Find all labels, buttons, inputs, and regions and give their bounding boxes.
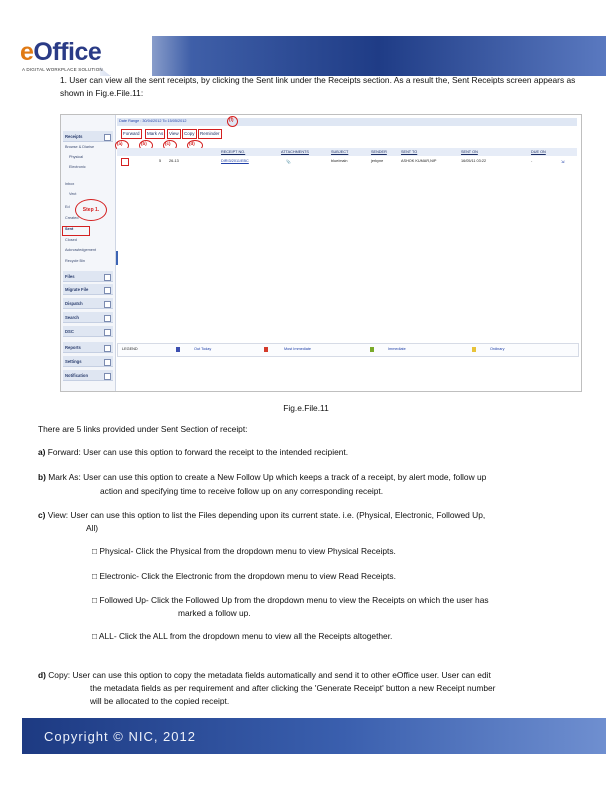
sidebar-section: Files <box>63 271 113 282</box>
sidebar-section: Notification <box>63 370 113 381</box>
legend-label: Ordinary <box>490 347 505 351</box>
sidebar-receipts: Receipts <box>63 131 113 142</box>
step-1-annotation: Step 1. <box>75 199 107 221</box>
legend-swatch-yellow <box>472 347 476 352</box>
marker-f: (f) <box>229 117 234 122</box>
row-checkbox <box>121 158 129 166</box>
row-sender: jerkyne <box>371 159 384 163</box>
sidebar-item: Inbox <box>65 182 75 186</box>
list-item-c: c) View: User can use this option to list the Files depending upon its current state. i.e. (Physical, Electronic, Followed Up, <box>38 510 486 520</box>
row-file-no: 26-13 <box>169 159 179 163</box>
row-sent-on: 16/05/11 03:22 <box>461 159 487 163</box>
row-receipt-no: DIRI3/2011/EBC <box>221 159 249 163</box>
expand-icon <box>104 329 111 336</box>
marker-d: (d) <box>189 141 195 146</box>
attachment-icon: 📎 <box>286 160 291 164</box>
sent-receipts-screenshot <box>60 114 582 392</box>
copyright-text: Copyright © NIC, 2012 <box>44 729 196 744</box>
sidebar-section: Reports <box>63 342 113 353</box>
expand-icon <box>104 274 111 281</box>
column-header: SENDER <box>371 150 387 154</box>
expand-icon <box>104 287 111 294</box>
expand-icon <box>104 359 111 366</box>
legend-swatch-red <box>264 347 268 352</box>
sidebar-item: Vect <box>69 192 77 196</box>
intro-paragraph: 1. User can view all the sent receipts, by clicking the Sent link under the Receipts section. As a result the, Sent Receipts screen appears as shown in Fig.e.File.11: <box>60 75 576 98</box>
view-option-followed-up: □ Followed Up- Click the Followed Up from the dropdown menu to view the Receipts on which the user has <box>92 595 489 605</box>
sidebar-item-sent: Sent <box>65 227 74 231</box>
row-sent-to: ASHOK KUMAR,NIP <box>401 159 437 163</box>
column-header: SENT ON <box>461 150 478 154</box>
mark-as-button: Mark As <box>145 129 165 139</box>
legend-label: Out Today <box>194 347 212 351</box>
list-item-b: b) Mark As: User can use this option to create a New Follow Up which keeps a track of a receipt, by alert mode, follow up <box>38 472 487 482</box>
sidebar-item: Electronic <box>69 165 86 169</box>
legend-title: LEGEND <box>122 347 138 351</box>
view-button: View <box>167 129 181 139</box>
expand-icon <box>104 301 111 308</box>
sidebar <box>61 115 116 391</box>
row-subject: blue/main <box>331 159 348 163</box>
marker-a: (a) <box>117 141 123 146</box>
expand-icon <box>104 315 111 322</box>
date-range-text: Date Range : 30/04/2012 To 15/05/2012 <box>119 119 187 123</box>
expand-icon <box>104 345 111 352</box>
list-item-a: a) Forward: User can use this option to forward the receipt to the intended recipient. <box>38 447 349 457</box>
collapse-icon <box>104 134 111 141</box>
legend-swatch-blue <box>176 347 180 352</box>
sidebar-section: DSC <box>63 326 113 337</box>
marker-c: (c) <box>165 141 171 146</box>
legend-label: Most Immediate <box>284 347 312 351</box>
legend-bar <box>117 343 579 357</box>
row-number: 5 <box>159 159 162 163</box>
action-icon: ⇲ <box>561 160 565 164</box>
view-option-all: □ ALL- Click the ALL from the dropdown menu to view all the Receipts altogether. <box>92 631 393 641</box>
column-header: DUE ON <box>531 150 546 154</box>
sidebar-section: Dispatch <box>63 298 113 309</box>
sidebar-item: Closed <box>65 238 77 242</box>
sidebar-section: Search <box>63 312 113 323</box>
splitter-handle <box>116 251 118 265</box>
copy-button: Copy <box>182 129 197 139</box>
column-header: SENT TO <box>401 150 418 154</box>
reminder-button: Reminder <box>198 129 222 139</box>
sidebar-item: Acknowledgement <box>65 248 97 252</box>
sidebar-item: Recycle Bin <box>65 259 86 263</box>
eoffice-logo: eOffice <box>20 38 102 66</box>
sidebar-item: Physical <box>69 155 84 159</box>
sidebar-item: Browse & Diarise <box>65 145 95 149</box>
view-option-physical: □ Physical- Click the Physical from the dropdown menu to view Physical Receipts. <box>92 546 396 556</box>
row-due-on: - <box>531 159 533 163</box>
list-item-b-cont: action and specifying time to receive follow up on any corresponding receipt. <box>100 486 384 496</box>
sidebar-section: Migrate File <box>63 284 113 295</box>
list-item-d: d) Copy: User can use this option to copy the metadata fields automatically and send it to other eOffice user. User can edit <box>38 670 491 680</box>
sidebar-section: Settings <box>63 356 113 367</box>
legend-swatch-green <box>370 347 374 352</box>
column-header: SUBJECT <box>331 150 349 154</box>
view-option-electronic: □ Electronic- Click the Electronic from the dropdown menu to view Read Receipts. <box>92 571 396 581</box>
sidebar-item: Ed <box>65 205 70 209</box>
marker-b: (b) <box>141 141 147 146</box>
list-item-d-cont: will be allocated to the copied receipt. <box>90 696 230 706</box>
view-option-followed-up-cont: marked a follow up. <box>178 608 251 618</box>
forward-button: Forward <box>121 129 142 139</box>
expand-icon <box>104 373 111 380</box>
list-item-d-cont: the metadata fields as per requirement and after clicking the 'Generate Receipt' button a new Receipt number <box>90 683 496 693</box>
sidebar-item: Created <box>65 216 79 220</box>
lead-text: There are 5 links provided under Sent Section of receipt: <box>38 424 248 434</box>
logo-tagline: A DIGITAL WORKPLACE SOLUTION <box>22 67 103 72</box>
figure-caption: Fig.e.File.11 <box>283 403 329 413</box>
list-item-c-cont: All) <box>86 523 99 533</box>
legend-label: Immediate <box>388 347 406 351</box>
column-header: ATTACHMENTS <box>281 150 309 154</box>
header-banner <box>100 36 606 76</box>
column-header: RECEIPT NO. <box>221 150 246 154</box>
